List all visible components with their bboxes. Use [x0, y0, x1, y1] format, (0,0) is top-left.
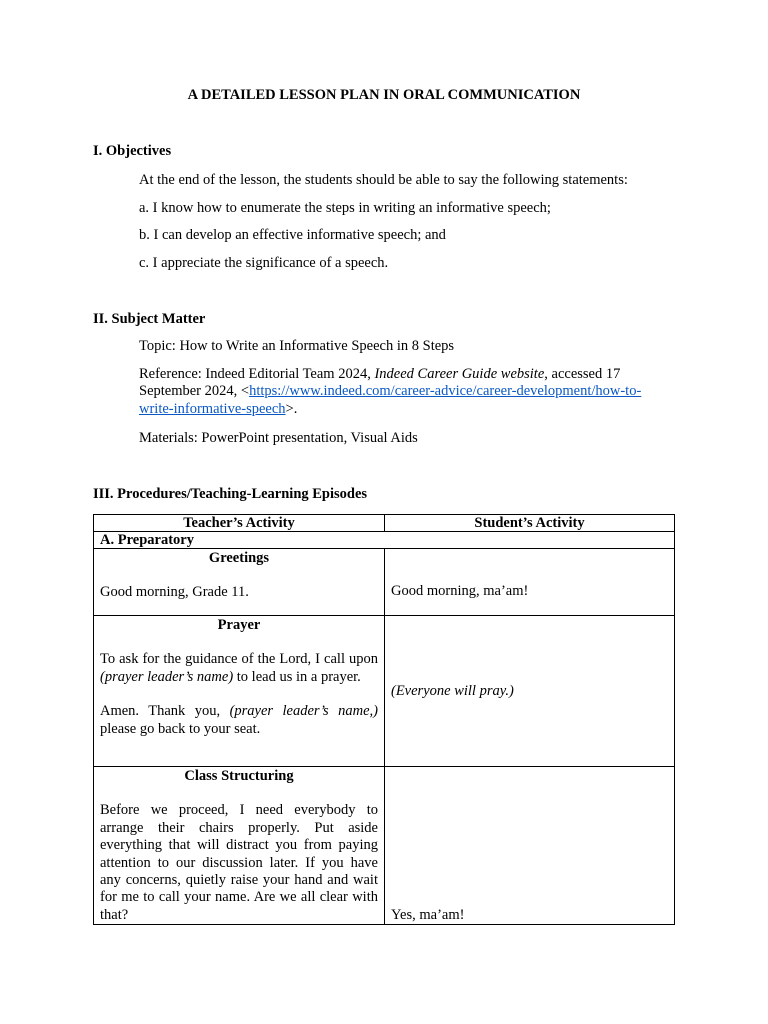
reference-prefix: Reference: Indeed Editorial Team 2024,: [139, 366, 375, 382]
greetings-student-text: Good morning, ma’am!: [391, 583, 529, 599]
prayer-student-text: (Everyone will pray.): [391, 683, 514, 699]
reference-line: [139, 366, 667, 418]
objective-item: b. I can develop an effective informative speech; and: [139, 227, 446, 243]
procedures-heading: III. Procedures/Teaching-Learning Episodes: [93, 486, 368, 502]
table-row: [94, 616, 675, 767]
class-structuring-title: Class Structuring: [184, 768, 294, 784]
prayer-text-part: Amen. Thank you,: [100, 703, 230, 720]
greetings-student-cell: [385, 549, 675, 616]
greetings-title: Greetings: [208, 550, 270, 566]
greetings-teacher-text: Good morning, Grade 11.: [100, 584, 249, 601]
prayer-teacher-cell: [94, 616, 385, 767]
section-row: [94, 532, 675, 549]
teacher-activity-header: Teacher’s Activity: [94, 515, 385, 532]
objective-item: c. I appreciate the significance of a speech.: [139, 255, 389, 271]
objective-item: a. I know how to enumerate the steps in writing an informative speech;: [139, 200, 551, 216]
reference-accessed: , accessed 17 September 2024, <: [139, 366, 621, 400]
topic-line: Topic: How to Write an Informative Speech in 8 Steps: [139, 338, 455, 354]
table-header-row: [94, 515, 675, 532]
prayer-leader-placeholder: (prayer leader’s name,): [229, 703, 379, 720]
prayer-teacher-text-1: [100, 651, 378, 686]
section-preparatory: A. Preparatory: [94, 532, 675, 549]
materials-line: Materials: PowerPoint presentation, Visual Aids: [139, 430, 418, 446]
prayer-text-part: please go back to your seat.: [100, 720, 261, 737]
procedures-table: [93, 514, 675, 925]
table-row: [94, 767, 675, 925]
prayer-leader-placeholder: (prayer leader’s name): [100, 668, 234, 685]
prayer-text-part: to lead us in a prayer.: [233, 668, 361, 685]
class-structuring-student-text: Yes, ma’am!: [391, 906, 465, 923]
greetings-teacher-cell: [94, 549, 385, 616]
objectives-heading: I. Objectives: [93, 143, 172, 159]
class-structuring-teacher-text: Before we proceed, I need everybody to arrange their chairs properly. Put aside everything that will distract you from paying attention to our discussion later. If you have any concerns, quietly raise your hand and wait for me to call your name. Are we all clear with that?: [100, 802, 378, 923]
table-row: [94, 549, 675, 616]
document-title: A DETAILED LESSON PLAN IN ORAL COMMUNICATION: [187, 87, 581, 103]
prayer-student-cell: [385, 616, 675, 767]
class-structuring-teacher-cell: [94, 767, 385, 925]
reference-source: Indeed Career Guide website: [374, 366, 545, 382]
student-activity-header: Student’s Activity: [385, 515, 675, 532]
reference-link[interactable]: https://www.indeed.com/career-advice/career-development/how-to-write-informative-speech: [139, 383, 642, 417]
prayer-teacher-text-2: [100, 703, 378, 738]
objectives-intro: At the end of the lesson, the students should be able to say the following statements:: [139, 172, 628, 188]
class-structuring-student-cell: [385, 767, 675, 925]
subject-matter-heading: II. Subject Matter: [93, 311, 206, 327]
reference-suffix: >.: [285, 400, 298, 417]
prayer-title: Prayer: [217, 617, 261, 633]
prayer-text-part: To ask for the guidance of the Lord, I call upon: [100, 651, 378, 668]
